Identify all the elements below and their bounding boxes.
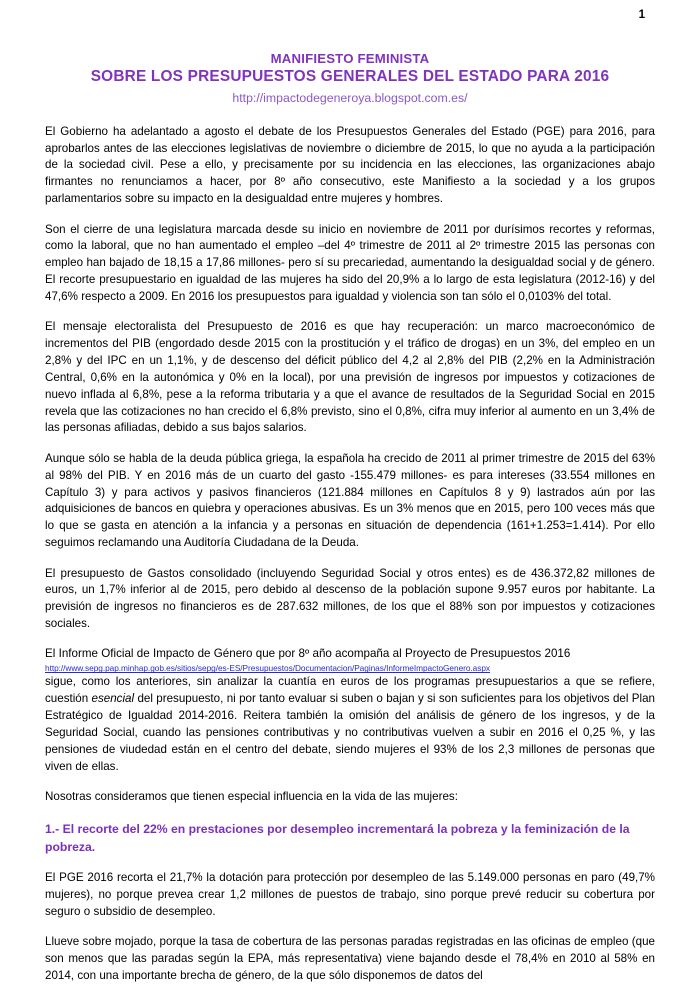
- paragraph-gastos-consolidado: El presupuesto de Gastos consolidado (incluyendo Seguridad Social y otros entes) es de 436.372,82 millones de euros, un 1,7% inferior al de 2015, pero debido al descenso de la población supone 9.957 euros por habitante. La previsión de ingresos no financieros es de 287.632 millones, de los que el 88% son por impuestos y cotizaciones sociales.: [45, 566, 655, 631]
- document-body: [45, 107, 655, 985]
- paragraph-pge-recorta-desempleo: El PGE 2016 recorta el 21,7% la dotación para protección por desempleo de las 5.149.000 personas en paro (49,7% mujeres), no porque prevea crear 1,2 millones de puestos de trabajo, sino porque prevé reducir su cobertura por seguro o subsidio de desempleo.: [45, 871, 655, 918]
- blog-url-link[interactable]: http://impactodegeneroya.blogspot.com.es/: [232, 90, 468, 105]
- paragraph-llueve-sobre-mojado: Llueve sobre mojado, porque la tasa de cobertura de las personas paradas registradas en las oficinas de empleo (que son menos que las paradas según la EPA, más representativa) viene bajando desde el 78,4% en 2010 al 58% en 2014, con una importante brecha de género, de la que sólo disponemos de datos del: [45, 935, 655, 982]
- paragraph-mensaje-electoralista: El mensaje electoralista del Presupuesto de 2016 es que hay recuperación: un marco macroeconómico de incrementos del PIB (engordado desde 2015 con la prostitución y el tráfico de drogas) en un 3%, del empleo en un 2,8% y del IPC en un 1,1%, y de descenso del déficit público del 4,2 al 2,8% del PIB (2,2% en la Administración Central, 0,6% en la autonómica y 0% en la local), por una previsión de ingresos por impuestos y cotizaciones de nuevo inflada al 6,8%, pese a la reforma tributaria y a que el avance de resultados de la Seguridad Social en 2015 revela que las cotizaciones no han crecido el 6,8% previsto, sino el 0,8%, cifra muy inferior al aumento en un 3,4% de las personas afiliadas, debido a sus bajos salarios.: [45, 320, 655, 435]
- page-number: 1: [638, 9, 645, 21]
- paragraph-gobierno-adelanta-debate: El Gobierno ha adelantado a agosto el debate de los Presupuestos Generales del Estado (PGE) para 2016, para aprobarlos antes de las elecciones legislativas de noviembre o diciembre de 2015, lo que no ayuda a la participación de la sociedad civil. Pese a ello, y precisamente por su incidencia en las elecciones, las organizaciones abajo firmantes no renunciamos a hacer, por 8º año consecutivo, este Manifiesto a la sociedad y a los grupos parlamentarios sobre su impacto en la desigualdad entre mujeres y hombres.: [45, 124, 655, 206]
- informe-after-url-text-2: del presupuesto, ni por tanto evaluar si suben o bajan y si son suficientes para los objetivos del Plan Estratégico de Igualdad 2014-2016. Reitera también la omisión del análisis de género de los ingresos, y de la Seguridad Social, cuando las pensiones contributivas y no contributivas vuelven a subir en 2016 el 0,25 %, y las pensiones de viudedad están en el centro del debate, siendo mujeres el 93% de los 2,3 millones de personas que viven de ellas.: [45, 692, 655, 773]
- informe-url-wrapper: [45, 663, 655, 674]
- page-title-line-2: SOBRE LOS PRESUPUESTOS GENERALES DEL ESTADO PARA 2016: [90, 68, 610, 86]
- informe-lead-text: El Informe Oficial de Impacto de Género que por 8º año acompaña al Proyecto de Presupuestos 2016: [45, 647, 571, 661]
- paragraph-informe-impacto-genero: [45, 646, 655, 775]
- page-title-line-1: MANIFIESTO FEMINISTA: [270, 51, 430, 66]
- paragraph-cierre-legislatura: Son el cierre de una legislatura marcada desde su inicio en noviembre de 2011 por durísimos recortes y reformas, como la laboral, que no han aumentado el empleo –del 4º trimestre de 2011 al 2º trimestre 2015 las personas con empleo han bajado de 18,15 a 17,86 millones- pero sí su precariedad, aumentando la desigualdad social y de género. El recorte presupuestario en igualdad de las mujeres ha sido del 20,9% a lo largo de esta legislatura (2012-16) y del 47,6% respecto a 2009. En 2016 los presupuestos para igualdad y violencia son tan sólo el 0,0103% del total.: [45, 222, 655, 303]
- document-header: [0, 0, 700, 107]
- informe-impacto-genero-url-link[interactable]: http://www.sepg.pap.minhap.gob.es/sitios/sepg/es-ES/Presupuestos/Documentacion/Paginas/InformeImpactoGenero.aspx: [45, 663, 490, 674]
- paragraph-deuda-publica: Aunque sólo se habla de la deuda pública griega, la española ha crecido de 2011 al primer trimestre de 2015 del 63% al 98% del PIB. Y en 2016 más de un cuarto del gasto -155.479 millones- es para intereses (33.554 millones en Capítulo 3) y para activos y pasivos financieros (121.884 millones en Capítulos 8 y 9) lastrados aún por las adquisiciones de bancos en quiebra y operaciones abusivas. Es un 3% menos que en 2015, pero 100 veces más que lo que se gasta en atención a la infancia y a personas en situación de dependencia (161+1.253=1.414). Por ello seguimos reclamando una Auditoría Ciudadana de la Deuda.: [45, 451, 655, 550]
- informe-after-url-text-1: sigue, como los anteriores, sin analizar la cuantía en euros de los programas presupuestarios a que se refiere, cuestión: [45, 675, 655, 706]
- informe-italic-word: esencial: [91, 692, 135, 706]
- section-1-heading: 1.- El recorte del 22% en prestaciones por desempleo incrementará la pobreza y la feminización de la pobreza.: [45, 821, 630, 854]
- paragraph-intro-list-line: Nosotras consideramos que tienen especial influencia en la vida de las mujeres:: [45, 790, 458, 804]
